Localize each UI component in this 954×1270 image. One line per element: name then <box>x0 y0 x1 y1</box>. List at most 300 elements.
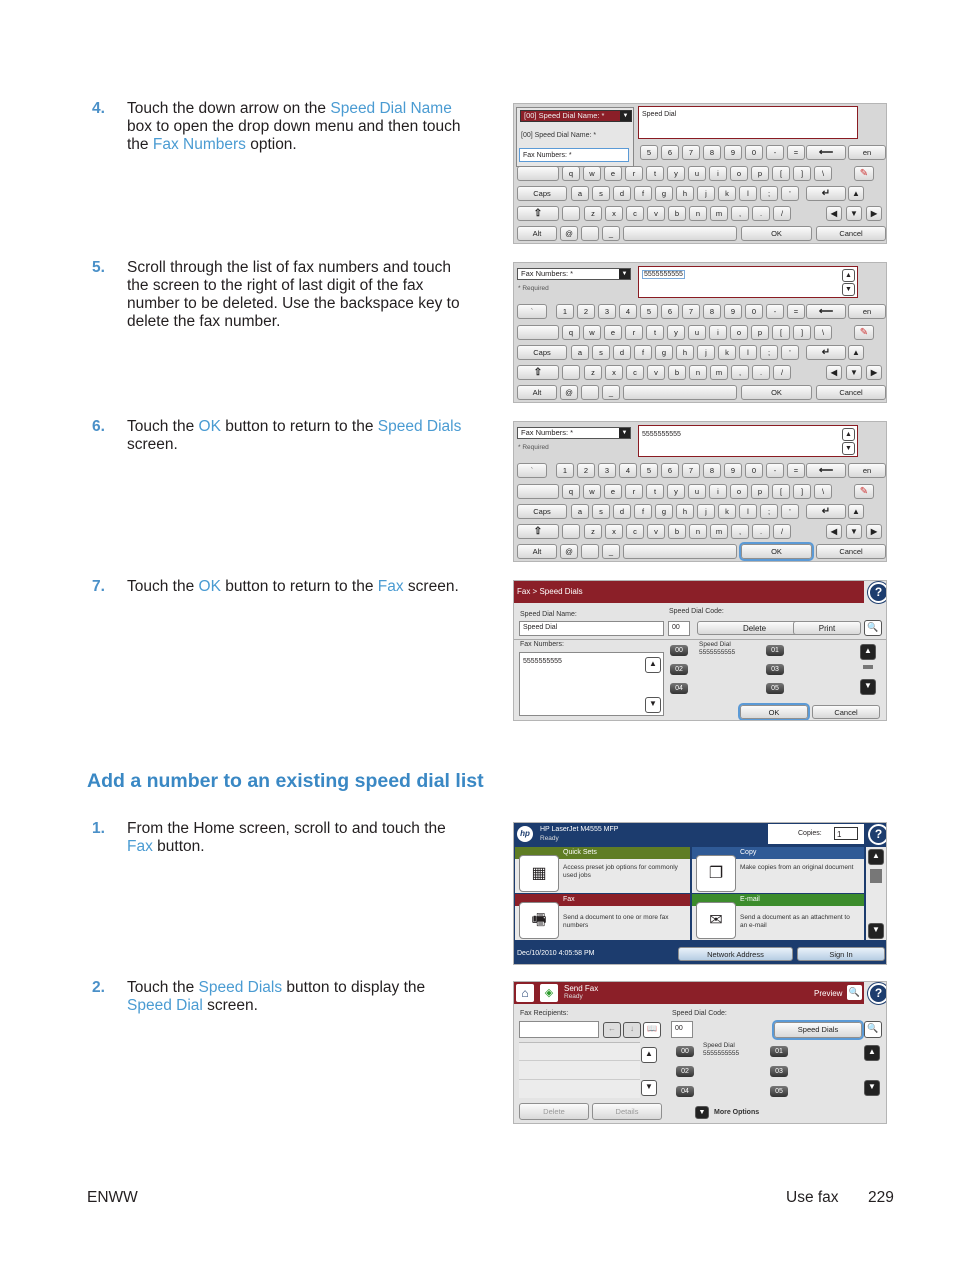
search-icon[interactable]: 🔍 <box>864 620 882 636</box>
key[interactable]: p <box>751 484 769 499</box>
scroll-down-icon[interactable]: ▼ <box>842 283 855 296</box>
key[interactable]: d <box>613 345 631 360</box>
screenshot-send-fax: ⌂ ◈ Send Fax Ready Preview 🔍 ? Fax Recipients: ← ↓ 📖 ▲ ▼ Delete Details Speed Dial Code: 00 Speed Dials 🔍 00 Speed Dial 5555555555 01 02 03 04 05 ▲ ▼ ▼ More Options <box>513 981 887 1124</box>
key[interactable]: . <box>752 206 770 221</box>
back-icon[interactable]: ← <box>603 1022 621 1038</box>
key[interactable]: 9 <box>724 463 742 478</box>
address-book-icon[interactable]: 📖 <box>643 1022 661 1038</box>
key[interactable]: s <box>592 345 610 360</box>
tile-quick-sets[interactable]: Quick Sets ▦ Access preset job options for commonly used jobs <box>515 847 690 893</box>
arrow-up-icon[interactable]: ▲ <box>848 504 864 519</box>
cancel-button[interactable]: Cancel <box>812 705 880 719</box>
key[interactable]: t <box>646 166 664 181</box>
key[interactable]: 8 <box>703 304 721 319</box>
key[interactable]: a <box>571 504 589 519</box>
speed-dial-code[interactable]: 03 <box>770 1066 788 1077</box>
scrollbar <box>866 847 887 940</box>
key[interactable]: v <box>647 206 665 221</box>
scroll-down-icon[interactable]: ▼ <box>868 923 884 939</box>
arrow-right-icon[interactable]: ▶ <box>866 206 882 221</box>
key[interactable]: m <box>710 206 728 221</box>
tab-key[interactable] <box>517 166 559 181</box>
language-key[interactable]: en <box>848 145 886 160</box>
key[interactable]: i <box>709 325 727 340</box>
preview-icon[interactable]: 🔍 <box>847 985 862 1000</box>
key[interactable]: o <box>730 484 748 499</box>
key[interactable]: \ <box>814 484 832 499</box>
help-icon[interactable]: ? <box>868 824 887 845</box>
arrow-right-icon[interactable]: ▶ <box>866 365 882 380</box>
scroll-up-icon[interactable]: ▲ <box>860 644 876 660</box>
key[interactable]: x <box>605 524 623 539</box>
alt-key[interactable]: Alt <box>517 226 557 241</box>
enter-key[interactable]: ↵ <box>806 186 846 201</box>
key[interactable]: = <box>787 145 805 160</box>
underscore-key[interactable]: _ <box>602 226 620 241</box>
key[interactable]: [ <box>772 166 790 181</box>
chevron-down-icon[interactable]: ▼ <box>695 1106 709 1119</box>
key[interactable]: y <box>667 484 685 499</box>
key[interactable]: e <box>604 484 622 499</box>
dropdown-menu <box>516 107 634 167</box>
key[interactable]: 6 <box>661 304 679 319</box>
step-5 <box>92 259 462 331</box>
key-blank[interactable] <box>581 385 599 400</box>
key[interactable]: ] <box>793 166 811 181</box>
key[interactable]: 9 <box>724 304 742 319</box>
key-blank[interactable] <box>562 365 580 380</box>
key[interactable]: r <box>625 325 643 340</box>
key[interactable]: 3 <box>598 463 616 478</box>
key[interactable]: w <box>583 166 601 181</box>
key[interactable]: g <box>655 186 673 201</box>
key[interactable]: , <box>731 524 749 539</box>
key[interactable]: / <box>773 206 791 221</box>
key[interactable]: 0 <box>745 145 763 160</box>
key[interactable]: z <box>584 365 602 380</box>
key[interactable]: o <box>730 166 748 181</box>
screenshot-speed-dials: Fax > Speed Dials ? Speed Dial Name: Speed Dial Speed Dial Code: 00 Delete Print 🔍 Fax Numbers: 5555555555 ▲ ▼ 00 Speed Dial 5555555555 01 02 03 04 05 ▲ ▼ OK Cancel <box>513 580 887 721</box>
arrow-up-icon[interactable]: ▲ <box>848 345 864 360</box>
speed-dial-code[interactable]: 04 <box>670 683 688 694</box>
cancel-button[interactable]: Cancel <box>816 544 886 559</box>
recipients-list[interactable] <box>519 1042 640 1098</box>
speed-dial-name-dropdown[interactable]: [00] Speed Dial Name: * ▼ <box>520 110 632 122</box>
key[interactable]: t <box>646 325 664 340</box>
speed-dial-code[interactable]: 05 <box>770 1086 788 1097</box>
start-icon[interactable]: ◈ <box>540 984 558 1002</box>
dropdown-option-speed-dial-name[interactable]: [00] Speed Dial Name: * <box>521 132 597 139</box>
arrow-down-icon[interactable]: ▼ <box>846 365 862 380</box>
screenshot-speed-dial-name-dropdown <box>513 103 887 244</box>
enter-key[interactable]: ↵ <box>806 345 846 360</box>
help-icon[interactable]: ? <box>868 983 887 1004</box>
shift-key[interactable]: ⇧ <box>517 524 559 539</box>
clear-icon[interactable]: ✎ <box>854 166 874 181</box>
key[interactable]: n <box>689 206 707 221</box>
step-1 <box>92 820 462 856</box>
key[interactable]: - <box>766 304 784 319</box>
arrow-down-icon[interactable]: ▼ <box>846 524 862 539</box>
enter-key[interactable]: ↵ <box>806 504 846 519</box>
underscore-key[interactable]: _ <box>602 544 620 559</box>
tab-key[interactable] <box>517 325 559 340</box>
key[interactable]: ; <box>760 345 778 360</box>
key[interactable]: v <box>647 524 665 539</box>
chevron-down-icon: ▼ <box>619 269 630 279</box>
key[interactable]: 7 <box>682 145 700 160</box>
key[interactable]: 1 <box>556 304 574 319</box>
key[interactable]: d <box>613 186 631 201</box>
speed-dial-code[interactable]: 00 <box>676 1046 694 1057</box>
key[interactable]: 8 <box>703 463 721 478</box>
key[interactable]: v <box>647 365 665 380</box>
ok-button[interactable]: OK <box>740 705 808 719</box>
caps-key[interactable]: Caps <box>517 504 567 519</box>
key[interactable]: w <box>583 325 601 340</box>
key[interactable]: 0 <box>745 463 763 478</box>
key[interactable]: x <box>605 365 623 380</box>
key[interactable]: k <box>718 504 736 519</box>
quick-sets-icon: ▦ <box>519 855 559 892</box>
key[interactable]: = <box>787 304 805 319</box>
underscore-key[interactable]: _ <box>602 385 620 400</box>
key[interactable]: b <box>668 365 686 380</box>
add-icon[interactable]: ↓ <box>623 1022 641 1038</box>
delete-button[interactable]: Delete <box>519 1103 589 1120</box>
key[interactable]: k <box>718 186 736 201</box>
network-address-button[interactable]: Network Address <box>678 947 793 961</box>
key[interactable]: o <box>730 325 748 340</box>
speed-dial-code[interactable]: 00 <box>670 645 688 656</box>
speed-dial-code-field[interactable]: 00 <box>668 621 690 636</box>
key[interactable]: 9 <box>724 145 742 160</box>
speed-dial-grid <box>668 641 883 699</box>
key[interactable]: \ <box>814 325 832 340</box>
cancel-button[interactable]: Cancel <box>816 226 886 241</box>
fax-numbers-dropdown[interactable]: Fax Numbers: * ▼ <box>517 427 631 439</box>
caps-key[interactable]: Caps <box>517 186 567 201</box>
step-text: Touch the down arrow on the Speed Dial Name box to open the drop down menu and then touch the Fax Numbers option. <box>127 100 461 153</box>
speed-dial-grid <box>674 1042 864 1100</box>
scroll-up-icon[interactable]: ▲ <box>842 269 855 282</box>
key[interactable]: 7 <box>682 304 700 319</box>
key[interactable]: f <box>634 345 652 360</box>
caps-key[interactable]: Caps <box>517 345 567 360</box>
key[interactable]: b <box>668 524 686 539</box>
speed-dial-entry[interactable]: Speed Dial 5555555555 <box>703 1042 740 1057</box>
space-bar[interactable] <box>623 385 737 400</box>
key[interactable]: g <box>655 504 673 519</box>
scroll-up-icon[interactable]: ▲ <box>641 1047 657 1063</box>
sign-in-button[interactable]: Sign In <box>797 947 885 961</box>
step-number: 7. <box>92 578 105 595</box>
speed-dial-code[interactable]: 03 <box>766 664 784 675</box>
key[interactable]: 2 <box>577 463 595 478</box>
key[interactable]: j <box>697 345 715 360</box>
key-blank[interactable] <box>581 544 599 559</box>
print-button[interactable]: Print <box>793 621 861 635</box>
key[interactable]: h <box>676 186 694 201</box>
key[interactable]: a <box>571 186 589 201</box>
key[interactable]: / <box>773 524 791 539</box>
scroll-down-icon[interactable]: ▼ <box>641 1080 657 1096</box>
device-status: Ready <box>540 835 559 842</box>
key[interactable]: ; <box>760 186 778 201</box>
ok-button[interactable]: OK <box>741 226 812 241</box>
search-icon[interactable]: 🔍 <box>864 1021 882 1038</box>
key[interactable]: 5 <box>640 304 658 319</box>
key-blank[interactable] <box>562 206 580 221</box>
key[interactable]: 8 <box>703 145 721 160</box>
speed-dial-entry[interactable]: Speed Dial 5555555555 <box>699 641 736 656</box>
key[interactable]: f <box>634 504 652 519</box>
key[interactable]: j <box>697 504 715 519</box>
speed-dial-code[interactable]: 02 <box>676 1066 694 1077</box>
text-input[interactable]: Speed Dial <box>638 106 858 139</box>
step-6 <box>92 418 462 454</box>
key[interactable]: f <box>634 186 652 201</box>
step-number: 1. <box>92 820 105 837</box>
copies-input[interactable]: 1 <box>834 827 858 840</box>
scroll-down-icon[interactable]: ▼ <box>860 679 876 695</box>
key[interactable]: ] <box>793 484 811 499</box>
scroll-up-icon[interactable]: ▲ <box>864 1045 880 1061</box>
fax-number-input[interactable]: 5555555555 ▲ ▼ <box>638 266 858 298</box>
key[interactable]: i <box>709 166 727 181</box>
tab-key[interactable] <box>517 484 559 499</box>
key[interactable]: l <box>739 186 757 201</box>
arrow-right-icon[interactable]: ▶ <box>866 524 882 539</box>
tile-fax[interactable]: Fax 🖷 Send a document to one or more fax numbers <box>515 894 690 940</box>
key[interactable]: k <box>718 345 736 360</box>
speed-dial-code[interactable]: 01 <box>766 645 784 656</box>
alt-key[interactable]: Alt <box>517 544 557 559</box>
step-text: Touch the Speed Dials button to display the Speed Dial screen. <box>127 979 426 1014</box>
key[interactable]: e <box>604 166 622 181</box>
key[interactable]: \ <box>814 166 832 181</box>
language-key[interactable]: en <box>848 463 886 478</box>
screenshot-home-screen <box>513 822 887 965</box>
header-bar: ⌂ ◈ Send Fax Ready Preview 🔍 <box>514 982 864 1004</box>
key[interactable]: 7 <box>682 463 700 478</box>
key[interactable]: 4 <box>619 304 637 319</box>
clear-icon[interactable]: ✎ <box>854 325 874 340</box>
key[interactable]: a <box>571 345 589 360</box>
key[interactable]: - <box>766 145 784 160</box>
key[interactable]: 4 <box>619 463 637 478</box>
key[interactable]: 2 <box>577 304 595 319</box>
backspace-key[interactable]: ⟵ <box>806 304 846 319</box>
email-icon: ✉ <box>696 902 736 939</box>
key-blank[interactable] <box>581 226 599 241</box>
cancel-button[interactable]: Cancel <box>816 385 886 400</box>
key[interactable]: ; <box>760 504 778 519</box>
space-bar[interactable] <box>623 226 737 241</box>
key[interactable]: u <box>688 325 706 340</box>
key[interactable]: p <box>751 325 769 340</box>
at-key[interactable]: @ <box>560 385 578 400</box>
key[interactable]: / <box>773 365 791 380</box>
fax-number-input[interactable]: 5555555555 ▲ ▼ <box>638 425 858 457</box>
key[interactable]: ] <box>793 325 811 340</box>
key[interactable]: 0 <box>745 304 763 319</box>
key[interactable]: z <box>584 524 602 539</box>
key[interactable]: i <box>709 484 727 499</box>
key[interactable]: c <box>626 365 644 380</box>
space-bar[interactable] <box>623 544 737 559</box>
copy-icon: ❐ <box>696 855 736 892</box>
speed-dial-code[interactable]: 01 <box>770 1046 788 1057</box>
shift-key[interactable]: ⇧ <box>517 206 559 221</box>
key[interactable]: m <box>710 365 728 380</box>
fax-numbers-list[interactable]: 5555555555 ▲ ▼ <box>519 652 664 716</box>
key[interactable]: t <box>646 484 664 499</box>
key[interactable]: ' <box>781 345 799 360</box>
footer-chapter: Use fax <box>786 1189 839 1206</box>
scroll-up-icon[interactable]: ▲ <box>645 657 661 673</box>
arrow-left-icon[interactable]: ◀ <box>826 524 842 539</box>
speed-dial-code[interactable]: 02 <box>670 664 688 675</box>
tile-email[interactable]: E-mail ✉ Send a document as an attachment to an e-mail <box>692 894 864 940</box>
key[interactable]: b <box>668 206 686 221</box>
key[interactable]: 6 <box>661 463 679 478</box>
arrow-up-icon[interactable]: ▲ <box>848 186 864 201</box>
key[interactable]: q <box>562 484 580 499</box>
speed-dial-code[interactable]: 04 <box>676 1086 694 1097</box>
key[interactable]: ` <box>517 304 547 319</box>
step-4 <box>92 100 462 154</box>
arrow-down-icon[interactable]: ▼ <box>846 206 862 221</box>
key[interactable]: l <box>739 345 757 360</box>
ok-button[interactable]: OK <box>741 385 812 400</box>
key[interactable]: n <box>689 524 707 539</box>
key[interactable]: w <box>583 484 601 499</box>
key[interactable]: 3 <box>598 304 616 319</box>
screenshot-fax-number-ok: Fax Numbers: * ▼ * Required 5555555555 ▲ ▼ ` 1 2 3 4 5 6 7 8 9 0 - = ⟵ en q w e r t y u i o p [ ] \ ✎ Caps a s d f g h j k l ; ' ↵ ▲ ⇧ z x c v b n m , . / ◀ ▼ ▶ Alt @ _ OK Cancel <box>513 421 887 562</box>
page-number: 229 <box>868 1189 894 1206</box>
key[interactable]: ' <box>781 504 799 519</box>
key-blank[interactable] <box>562 524 580 539</box>
speed-dial-code[interactable]: 05 <box>766 683 784 694</box>
scroll-down-icon[interactable]: ▼ <box>842 442 855 455</box>
dropdown-option-fax-numbers[interactable]: Fax Numbers: * <box>519 148 629 162</box>
key[interactable]: r <box>625 166 643 181</box>
key[interactable]: , <box>731 206 749 221</box>
header-bar <box>514 581 864 603</box>
keyboard <box>514 263 886 402</box>
key[interactable]: y <box>667 325 685 340</box>
key[interactable]: p <box>751 166 769 181</box>
key[interactable]: u <box>688 484 706 499</box>
speed-dial-name-field[interactable]: Speed Dial <box>519 621 664 636</box>
key[interactable]: = <box>787 463 805 478</box>
scroll-thumb[interactable] <box>863 665 873 669</box>
backspace-key[interactable]: ⟵ <box>806 463 846 478</box>
key[interactable]: 1 <box>556 463 574 478</box>
step-text: Touch the OK button to return to the Fax screen. <box>127 578 459 595</box>
key[interactable]: . <box>752 365 770 380</box>
key[interactable]: h <box>676 504 694 519</box>
footer-left: ENWW <box>87 1189 138 1206</box>
key[interactable]: y <box>667 166 685 181</box>
details-button[interactable]: Details <box>592 1103 662 1120</box>
key[interactable]: r <box>625 484 643 499</box>
speed-dial-code-field[interactable]: 00 <box>671 1021 693 1038</box>
key[interactable]: s <box>592 504 610 519</box>
key[interactable]: 5 <box>640 463 658 478</box>
key[interactable]: . <box>752 524 770 539</box>
more-options-button[interactable]: More Options <box>714 1109 760 1116</box>
fax-recipients-input[interactable] <box>519 1021 599 1038</box>
key[interactable]: 5 <box>640 145 658 160</box>
at-key[interactable]: @ <box>560 226 578 241</box>
key[interactable]: h <box>676 345 694 360</box>
key[interactable]: g <box>655 345 673 360</box>
help-icon[interactable]: ? <box>868 582 887 603</box>
tile-copy[interactable]: Copy ❐ Make copies from an original document <box>692 847 864 893</box>
home-icon[interactable]: ⌂ <box>516 984 534 1002</box>
step-text: Scroll through the list of fax numbers and touch the screen to the right of last digit of the fax number to be deleted. Use the backspace key to delete the fax number. <box>127 259 460 330</box>
key[interactable]: ` <box>517 463 547 478</box>
step-number: 4. <box>92 100 105 117</box>
alt-key[interactable]: Alt <box>517 385 557 400</box>
scroll-down-icon[interactable]: ▼ <box>864 1080 880 1096</box>
key[interactable]: 6 <box>661 145 679 160</box>
language-key[interactable]: en <box>848 304 886 319</box>
key[interactable]: u <box>688 166 706 181</box>
key[interactable]: ' <box>781 186 799 201</box>
ok-button[interactable]: OK <box>741 544 812 559</box>
key[interactable]: , <box>731 365 749 380</box>
arrow-left-icon[interactable]: ◀ <box>826 365 842 380</box>
fax-icon: 🖷 <box>519 902 559 939</box>
hp-logo-icon: hp <box>517 826 533 842</box>
key[interactable]: q <box>562 166 580 181</box>
scroll-up-icon[interactable]: ▲ <box>842 428 855 441</box>
delete-button[interactable]: Delete <box>697 621 812 635</box>
key[interactable]: j <box>697 186 715 201</box>
key[interactable]: s <box>592 186 610 201</box>
key[interactable]: e <box>604 325 622 340</box>
key[interactable]: - <box>766 463 784 478</box>
speed-dials-button[interactable]: Speed Dials <box>774 1022 862 1038</box>
scroll-up-icon[interactable]: ▲ <box>868 849 884 865</box>
key[interactable]: l <box>739 504 757 519</box>
key[interactable]: [ <box>772 484 790 499</box>
fax-numbers-dropdown[interactable]: Fax Numbers: * ▼ <box>517 268 631 280</box>
key[interactable]: n <box>689 365 707 380</box>
key[interactable]: x <box>605 206 623 221</box>
clear-icon[interactable]: ✎ <box>854 484 874 499</box>
step-text: Touch the OK button to return to the Speed Dials screen. <box>127 418 462 453</box>
shift-key[interactable]: ⇧ <box>517 365 559 380</box>
breadcrumb: Fax > Speed Dials <box>517 587 583 596</box>
scroll-down-icon[interactable]: ▼ <box>645 697 661 713</box>
key[interactable]: [ <box>772 325 790 340</box>
key[interactable]: z <box>584 206 602 221</box>
arrow-left-icon[interactable]: ◀ <box>826 206 842 221</box>
key[interactable]: m <box>710 524 728 539</box>
screenshot-fax-number-edit: Fax Numbers: * ▼ * Required 5555555555 ▲ ▼ ` 1 2 3 4 5 6 7 8 9 0 - = ⟵ en q w e r t y u i o p [ ] \ ✎ Caps a s d f g h j k l ; ' ↵ ▲ ⇧ z x c v b n m , . / ◀ ▼ ▶ Alt @ _ OK Cancel <box>513 262 887 403</box>
key[interactable]: c <box>626 206 644 221</box>
scroll-thumb[interactable] <box>870 869 882 883</box>
key[interactable]: d <box>613 504 631 519</box>
at-key[interactable]: @ <box>560 544 578 559</box>
key[interactable]: c <box>626 524 644 539</box>
backspace-key[interactable]: ⟵ <box>806 145 846 160</box>
key[interactable]: q <box>562 325 580 340</box>
